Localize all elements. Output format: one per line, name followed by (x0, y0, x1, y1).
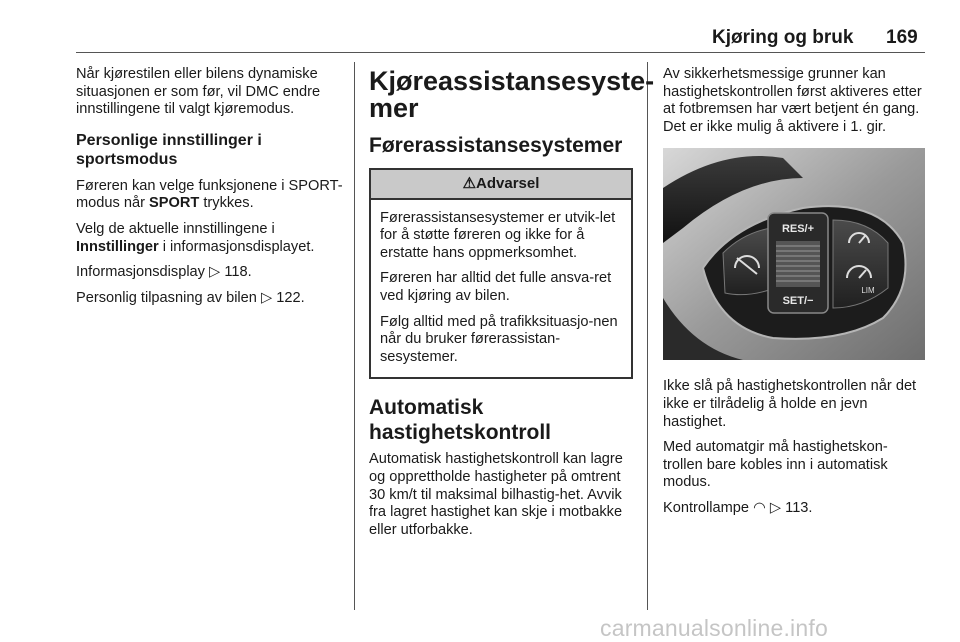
do-not-activate-paragraph: Ikke slå på hastighetskontrollen når det ikke er tilrådelig å holde en jevn hastighet. (663, 378, 917, 430)
column-3 (663, 66, 925, 526)
warning-triangle-icon: ⚠ (462, 175, 477, 192)
automatic-gearbox-paragraph: Med automatgir må hastighetskon-trollen bare kobles inn i automatisk modus. (663, 439, 888, 491)
column-1 (76, 66, 346, 315)
warning-paragraph-2: Føreren har alltid det fulle ansva-ret ved kjøring av bilen. (380, 270, 612, 304)
set-label: SET/− (782, 295, 814, 308)
header-rule (76, 52, 925, 53)
personalisation-reference[interactable] (76, 290, 346, 308)
steering-wheel-controls-photo (663, 148, 925, 360)
watermark: carmanualsonline.info (600, 615, 828, 641)
personalisation-text: Personlig tilpasning av bilen (76, 289, 257, 306)
sport-text-a: Føreren kan velge funksjonene i SPORT-modus når (76, 177, 343, 212)
column-divider-right (647, 62, 648, 610)
warning-paragraph-3: Følg alltid med på trafikksituasjo-nen når du bruker førerassistan-sesystemer. (380, 313, 618, 365)
warning-body (371, 200, 631, 378)
safety-paragraph: Av sikkerhetsmessige grunner kan hastighetskontrollen først aktiveres etter at fotbremsen har vært betjent én gang. Det er ikke mulig å aktivere i 1. gir. (663, 66, 922, 135)
settings-text-a: Velg de aktuelle innstillingene i (76, 220, 275, 237)
header-title: Kjøring og bruk (712, 27, 854, 48)
sport-keyword: SPORT (149, 195, 200, 212)
cruise-control-paragraph: Automatisk hastighetskontroll kan lagre og opprettholde hastigheter på omtrent 30 km/t til maksimal bilhastig-het. Avvik fra lagret hastighet kan skje i motbakke eller utforbakke. (369, 451, 623, 538)
driver-assistance-subheading: Førerassistansesystemer (369, 134, 623, 157)
warning-paragraph-1: Førerassistansesystemer er utvik-let for å støtte føreren og ikke for å erstatte hans oppmerksomhet. (380, 209, 616, 261)
cruise-control-heading: Automatisk hastighetskontroll (369, 396, 552, 445)
warning-title: Advarsel (476, 175, 540, 192)
page-ref-icon: ▷ (769, 499, 782, 516)
settings-text-c: i informasjonsdisplayet. (158, 238, 315, 255)
page-ref-icon: ▷ (260, 289, 273, 306)
control-lamp-reference[interactable] (663, 500, 925, 518)
intro-paragraph: Når kjørestilen eller bilens dynamiske situasjonen er som før, vil DMC endre innstillingene til valgt kjøremodus. (76, 66, 321, 118)
driver-assistance-main-heading: Kjøreassistansesyste- mer (369, 66, 655, 123)
personalisation-page: 122. (276, 289, 305, 306)
page-ref-icon: ▷ (209, 264, 221, 281)
lim-label: LIM (861, 286, 875, 296)
control-lamp-page: 113. (785, 499, 813, 516)
settings-keyword: Innstillinger (76, 238, 159, 255)
column-2 (369, 66, 655, 547)
personal-settings-heading: Personlige innstillinger i sportsmodus (76, 131, 262, 168)
control-lamp-text: Kontrollampe (663, 499, 749, 516)
settings-paragraph (76, 221, 346, 256)
info-display-page: 118. (224, 264, 252, 281)
info-display-reference[interactable] (76, 264, 346, 282)
info-display-text: Informasjonsdisplay (76, 264, 205, 281)
warning-header (371, 170, 631, 200)
column-divider-left (354, 62, 355, 610)
sport-paragraph (76, 178, 346, 213)
warning-box (369, 168, 633, 379)
res-label: RES/+ (781, 223, 815, 236)
sport-text-c: trykkes. (199, 195, 254, 212)
page-number: 169 (886, 27, 918, 48)
cruise-control-lamp-icon: ◠ (753, 499, 766, 516)
